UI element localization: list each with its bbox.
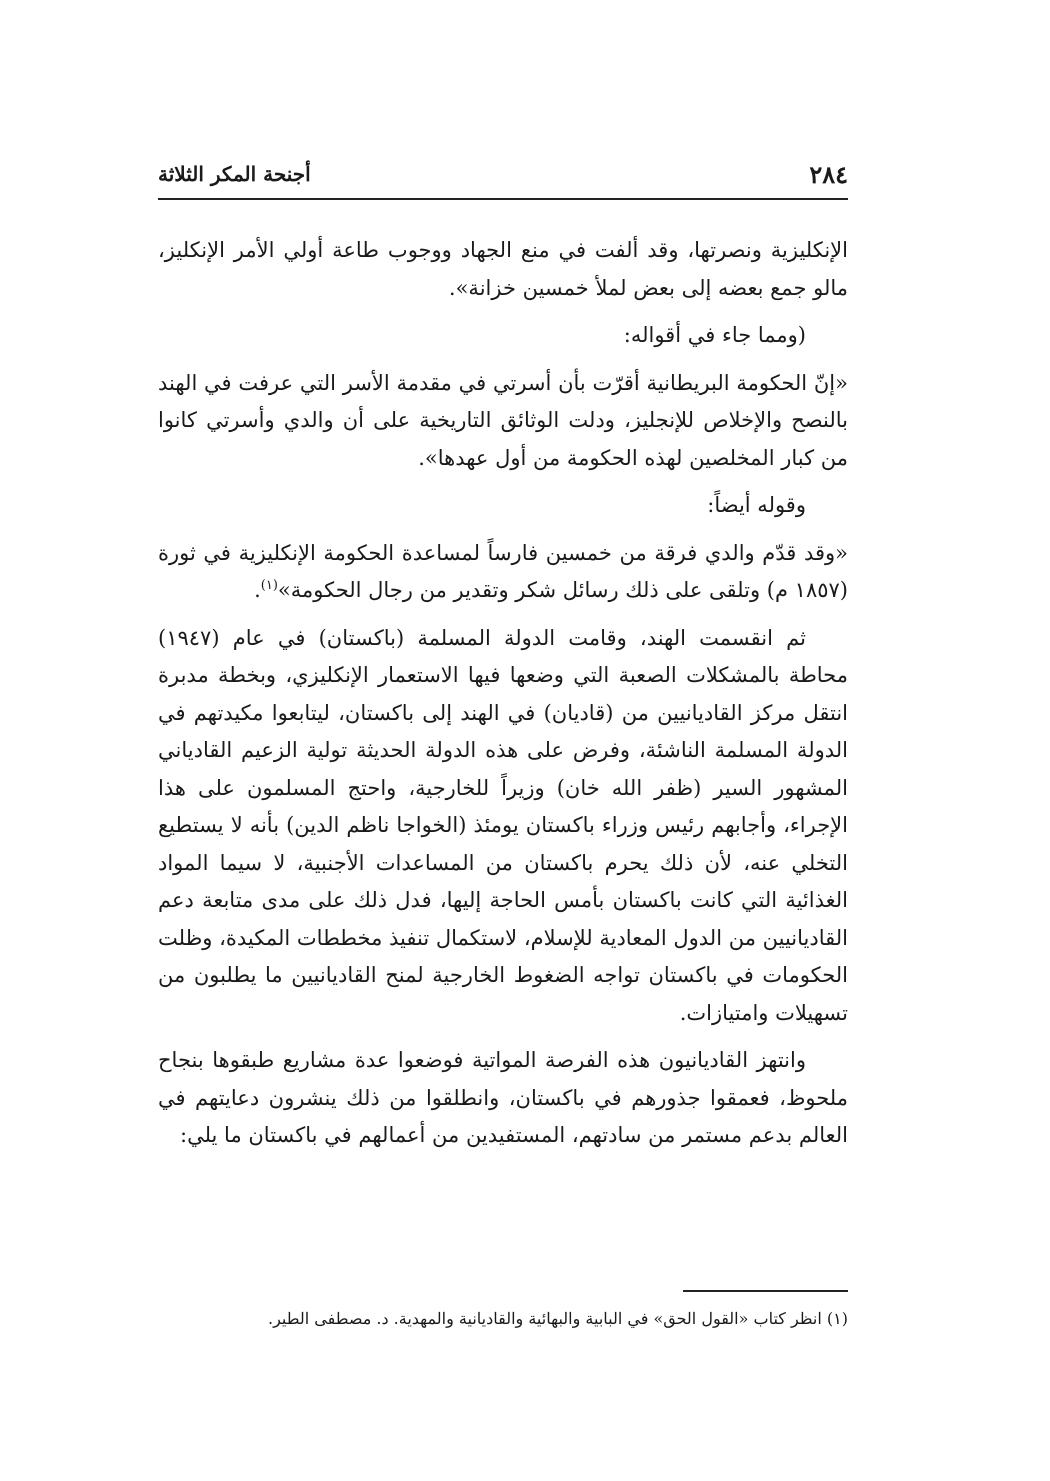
paragraph-3-quote: «إنّ الحكومة البريطانية أقرّت بأن أسرتي في مقدمة الأسر التي عرفت في الهند بالنصح والإخلاص للإنجليز، ودلت الوثائق التاريخية على أن والدي وأسرتي كانوا من كبار المخلصين لهذه الحكومة من أول عهدها». — [158, 370, 848, 470]
running-title: أجنحة المكر الثلاثة — [158, 162, 311, 186]
header-rule — [158, 198, 848, 200]
paragraph-2: (ومما جاء في أقواله: — [623, 323, 806, 347]
paragraph-5-end: . — [254, 578, 261, 602]
paragraph-5-text: «وقد قدّم والدي فرقة من خمسين فارساً لمساعدة الحكومة الإنكليزية في ثورة (١٨٥٧ م) وتلقى على ذلك رسائل شكر وتقدير من رجال الحكومة» — [158, 540, 848, 602]
body-text — [158, 232, 848, 1165]
paragraph-7: وانتهز القاديانيون هذه الفرصة المواتية فوضعوا عدة مشاريع طبقوها بنجاح ملحوظ، فعمقوا جذورهم في باكستان، وانطلقوا من ذلك ينشرون دعايتهم في العالم بدعم مستمر من سادتهم، المستفيدين من أعمالهم في باكستان ما يلي: — [158, 1048, 848, 1147]
footnote-reference[interactable]: (١) — [260, 578, 278, 593]
paragraph-4: وقوله أيضاً: — [707, 493, 806, 517]
paragraph-5-quote — [158, 535, 848, 610]
paragraph-6: ثم انقسمت الهند، وقامت الدولة المسلمة (باكستان) في عام (١٩٤٧) محاطة بالمشكلات الصعبة التي وضعها فيها الاستعمار الإنكليزي، وبخطة مدبرة انتقل مركز القاديانيين من (قاديان) في الهند إلى باكستان، ليتابعوا مكيدتهم في الدولة المسلمة الناشئة، وفرض على هذه الدولة الحديثة تولية الزعيم القادياني المشهور السير (ظفر الله خان) وزيراً للخارجية، واحتج المسلمون على هذا الإجراء، وأجابهم رئيس وزراء باكستان يومئذ (الخواجا ناظم الدين) بأنه لا يستطيع التخلي عنه، لأن ذلك يحرم باكستان من المساعدات الأجنبية، لا سيما المواد الغذائية التي كانت باكستان بأمس الحاجة إليها، فدل ذلك على مدى متابعة دعم القاديانيين من الدول المعادية للإسلام، لاستكمال تنفيذ مخططات المكيدة، وظلت الحكومات في باكستان تواجه الضغوط الخارجية لمنح القاديانيين ما يطلبون من تسهيلات وامتيازات. — [158, 625, 848, 1025]
page-number: ٢٨٤ — [809, 160, 848, 189]
footnote: (١) انظر كتاب «القول الحق» في البابية والبهائية والقاديانية والمهدية. د. مصطفى الطير. — [268, 1309, 848, 1328]
footnote-rule — [683, 1290, 848, 1292]
page-header — [158, 160, 848, 194]
paragraph-1: الإنكليزية ونصرتها، وقد ألفت في منع الجهاد ووجوب طاعة أولي الأمر الإنكليز، مالو جمع بعضه إلى بعض لملأ خمسين خزانة». — [158, 238, 848, 300]
